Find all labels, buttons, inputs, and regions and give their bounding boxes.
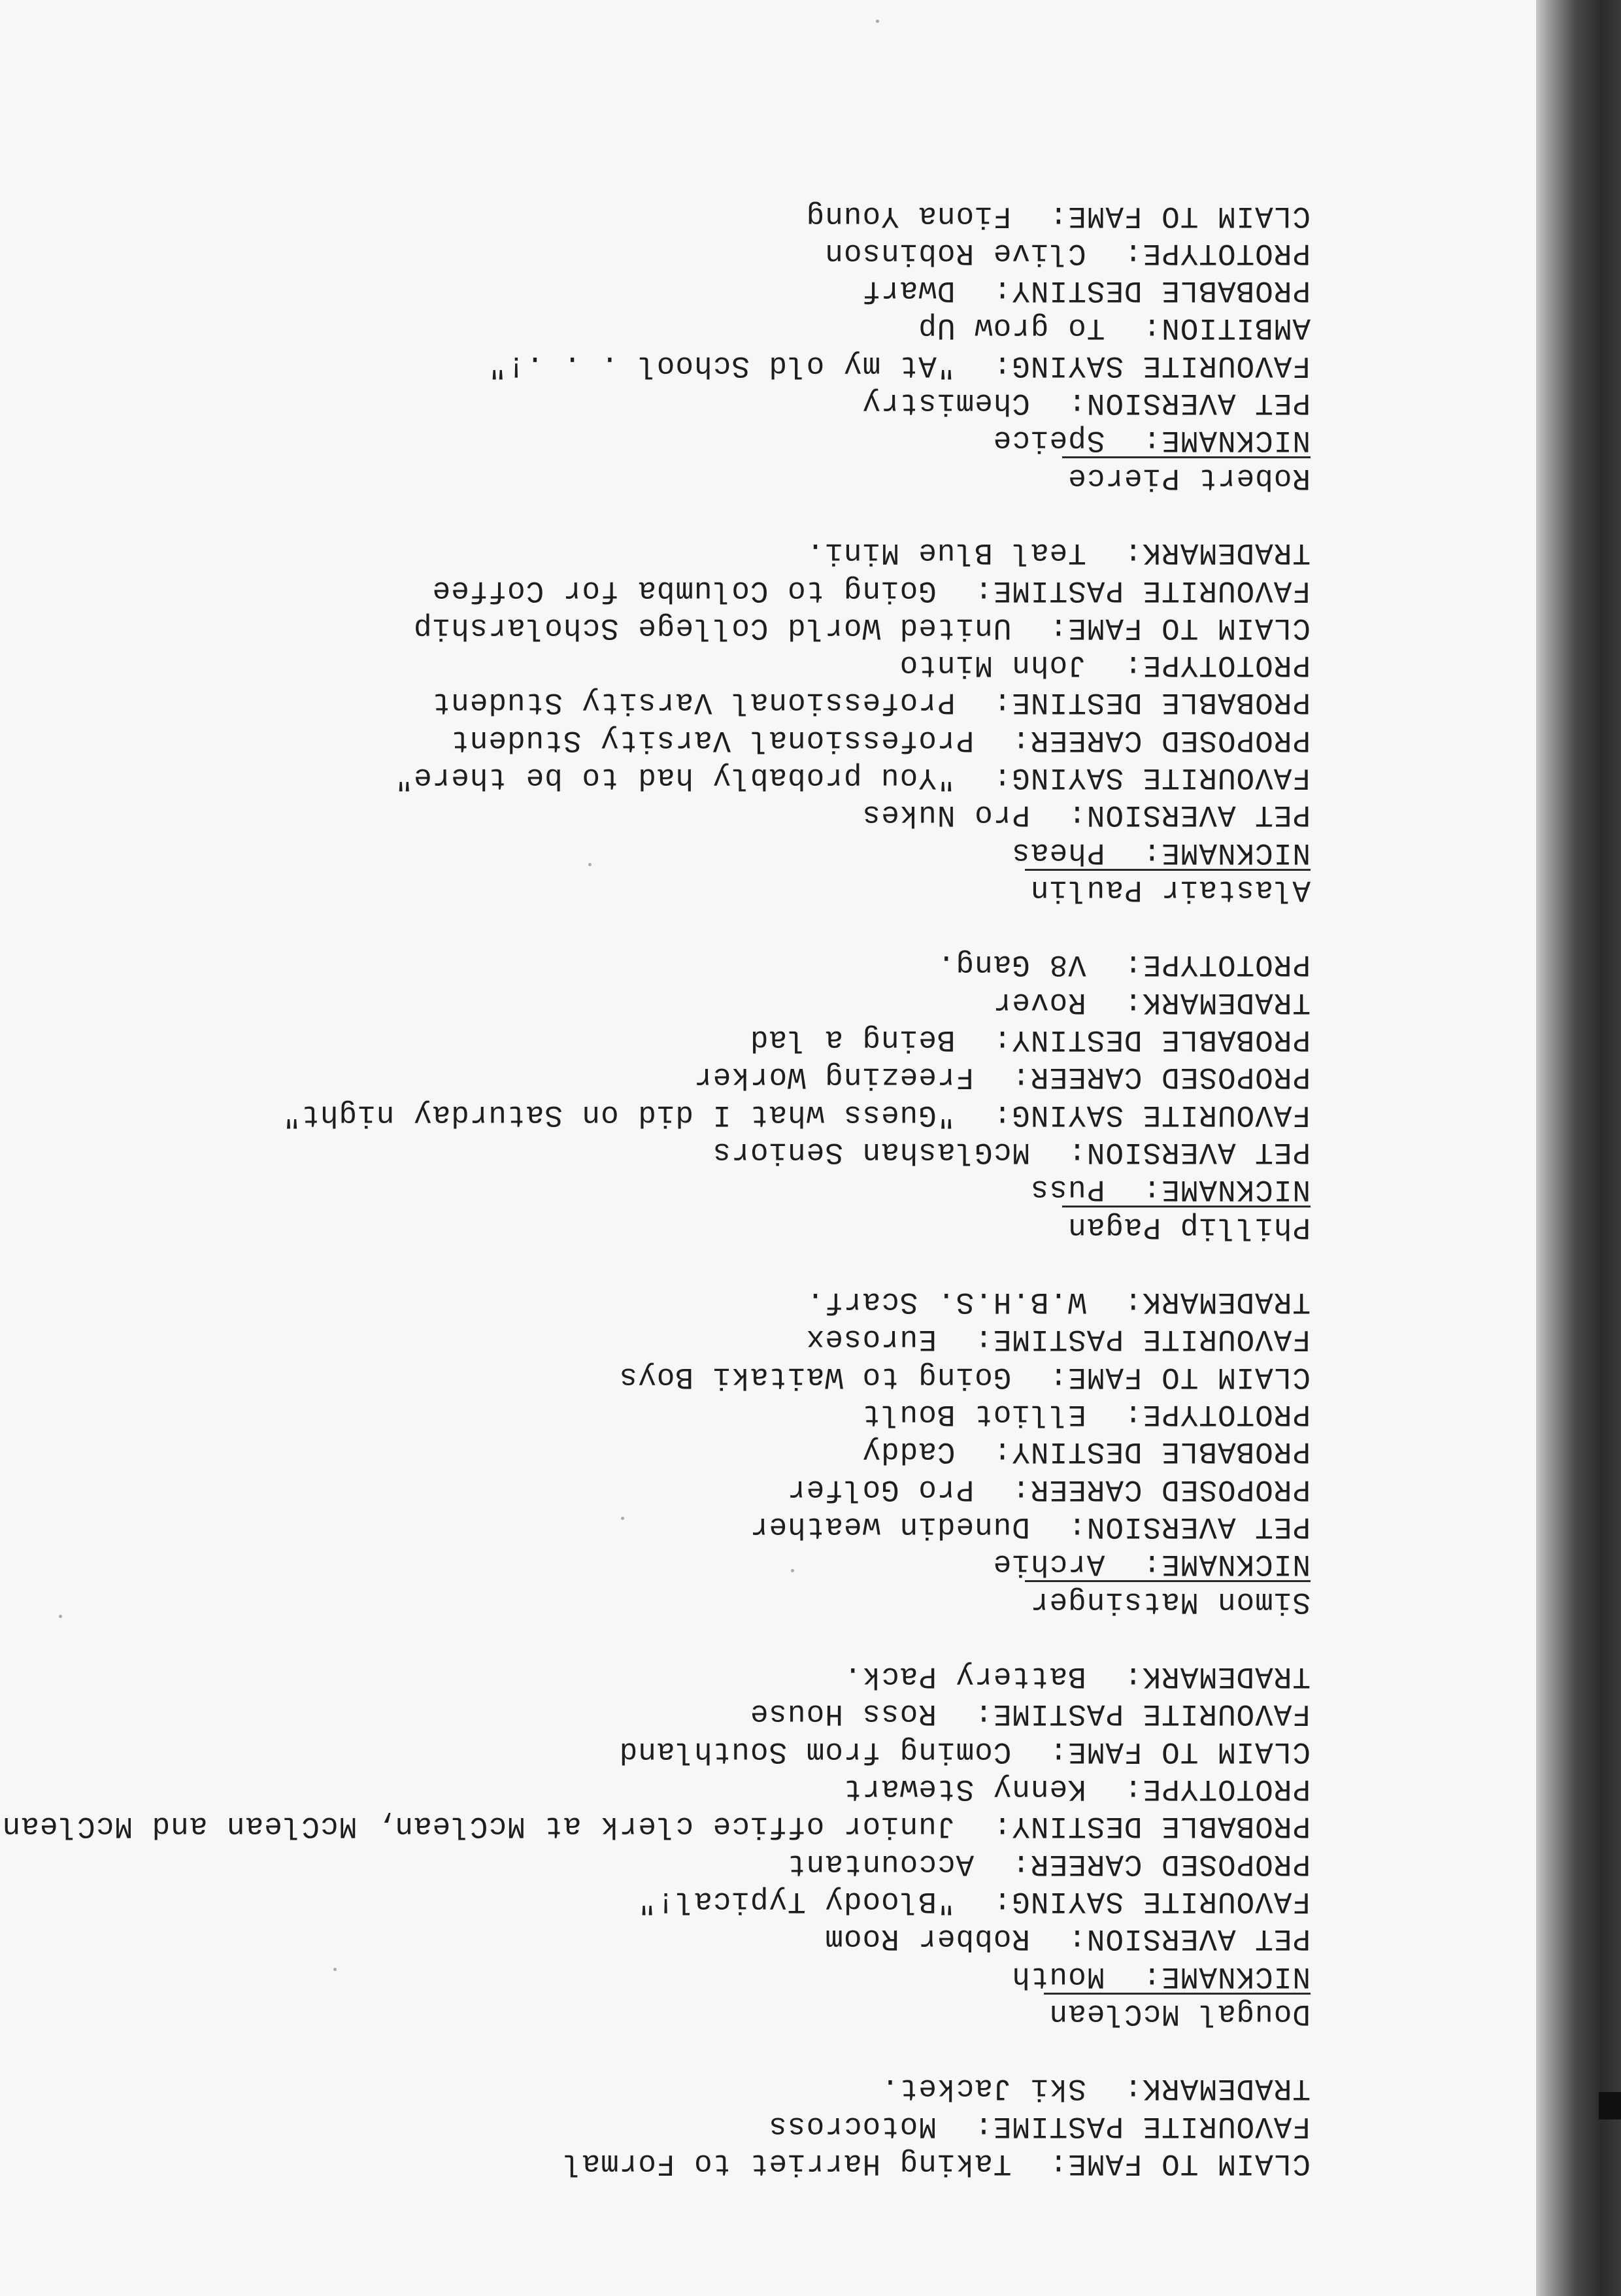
profile-heading: [95, 1995, 1311, 2032]
field-label: PROBABLE DESTINE:: [992, 685, 1311, 720]
field-value: Dwarf: [861, 273, 956, 308]
profile-heading: [95, 1207, 1311, 1245]
field-label: PET AVERSION:: [1067, 1921, 1311, 1956]
field-line: [95, 2106, 1311, 2144]
field-label: CLAIM TO FAME:: [1048, 2146, 1311, 2180]
field-line: [95, 533, 1311, 571]
field-line: [95, 1508, 1311, 1545]
field-line: [95, 1395, 1311, 1432]
field-value: Taking Harriet to Formal: [562, 2146, 1012, 2180]
field-value: To grow Up: [918, 311, 1105, 345]
field-label: PROBABLE DESTINY:: [992, 1809, 1311, 1844]
field-label: PET AVERSION:: [1067, 798, 1311, 832]
field-line: [95, 1058, 1311, 1095]
field-line: [95, 1545, 1311, 1582]
field-value: Accountant: [787, 1846, 975, 1881]
field-value: "You probably had to be there": [394, 760, 956, 795]
field-value: Pro Nukes: [861, 798, 1030, 832]
field-value: Fiona Young: [805, 198, 1012, 233]
field-line: [95, 571, 1311, 608]
field-label: PROPOSED CAREER:: [1011, 1472, 1311, 1506]
field-line: [95, 1320, 1311, 1357]
field-value: Robber Room: [824, 1921, 1030, 1956]
field-line: [95, 309, 1311, 346]
field-label: PROTOTYPE:: [1123, 1397, 1311, 1432]
field-value: Mouth: [1011, 1959, 1105, 1993]
field-label: TRADEMARK:: [1123, 535, 1311, 570]
field-label: FAVOURITE PASTIME:: [974, 1322, 1311, 1357]
field-value: "Guess what I did on Saturday night": [282, 1097, 956, 1132]
field-value: Archie: [992, 1547, 1105, 1581]
field-line: [95, 2069, 1311, 2106]
field-label: CLAIM TO FAME:: [1048, 1359, 1311, 1394]
field-label: FAVOURITE SAYING:: [992, 348, 1311, 382]
field-value: Ross House: [749, 1697, 937, 1731]
field-value: Coming from Southland: [618, 1734, 1012, 1768]
field-line: [95, 421, 1311, 458]
profile-heading: [95, 458, 1311, 496]
field-line: [95, 2144, 1311, 2182]
profile-name: Phillip Pagan: [1062, 1206, 1311, 1245]
field-line: [95, 384, 1311, 421]
field-label: FAVOURITE PASTIME:: [974, 1697, 1311, 1731]
field-line: [95, 609, 1311, 646]
scan-speck: [333, 1968, 337, 1971]
field-label: FAVOURITE SAYING:: [992, 1883, 1311, 1918]
field-label: CLAIM TO FAME:: [1048, 198, 1311, 233]
field-value: Professional Varsity Student: [431, 685, 956, 720]
field-value: Eurosex: [805, 1322, 937, 1357]
field-value: Freezing Worker: [694, 1060, 975, 1094]
field-label: FAVOURITE SAYING:: [992, 1097, 1311, 1132]
field-value: Elliot Boult: [861, 1397, 1086, 1432]
field-label: CLAIM TO FAME:: [1048, 610, 1311, 645]
field-value: Going to Waitaki Boys: [618, 1359, 1012, 1394]
field-line: [95, 796, 1311, 833]
field-value: Kenny Stewart: [843, 1772, 1086, 1806]
field-line: [95, 1957, 1311, 1994]
field-value: Ski Jacket.: [880, 2071, 1086, 2106]
field-line: [95, 1657, 1311, 1695]
field-line: [95, 346, 1311, 383]
field-line: [95, 1919, 1311, 1957]
scan-speck: [876, 20, 879, 23]
profile-name: Robert Pierce: [1062, 456, 1311, 496]
field-label: PROTOTYPE:: [1123, 1772, 1311, 1806]
field-label: NICKNAME:: [1142, 423, 1311, 458]
field-line: [95, 1170, 1311, 1207]
field-value: "Bloody Typical!": [637, 1883, 956, 1918]
field-value: Pro Golfer: [787, 1472, 975, 1506]
field-label: PROPOSED CAREER:: [1011, 722, 1311, 757]
field-line: [95, 1695, 1311, 1732]
field-label: PROPOSED CAREER:: [1011, 1846, 1311, 1881]
field-label: PROBABLE DESTINY:: [992, 1022, 1311, 1057]
profile-name: Alastair Paulin: [1025, 869, 1311, 908]
field-value: Being a lad: [749, 1022, 956, 1057]
field-line: [95, 945, 1311, 983]
field-label: PET AVERSION:: [1067, 1509, 1311, 1544]
field-value: W.B.H.S. Scarf.: [805, 1285, 1086, 1319]
field-value: Motocross: [768, 2108, 937, 2143]
field-label: PROTOTYPE:: [1123, 235, 1311, 270]
field-label: PROPOSED CAREER:: [1011, 1060, 1311, 1094]
field-value: Dunedin weather: [749, 1509, 1030, 1544]
field-line: [95, 1882, 1311, 1919]
field-line: [95, 758, 1311, 796]
profile-heading: [95, 871, 1311, 908]
field-line: [95, 1844, 1311, 1882]
field-line: [95, 1283, 1311, 1320]
field-label: CLAIM TO FAME:: [1048, 1734, 1311, 1768]
field-label: TRADEMARK:: [1123, 1285, 1311, 1319]
field-line: [95, 1021, 1311, 1058]
field-line: [95, 720, 1311, 758]
field-value: Junior office clerk at McClean, McClean and McClean: [1, 1809, 956, 1844]
field-line: [95, 833, 1311, 870]
field-value: Caddy: [861, 1434, 956, 1469]
field-label: FAVOURITE PASTIME:: [974, 2108, 1311, 2143]
scan-speck: [59, 1615, 62, 1618]
field-value: United World College Scholarship: [412, 610, 1012, 645]
field-line: [95, 1470, 1311, 1507]
scanner-edge-mark: [1599, 2092, 1621, 2119]
scanner-edge: [1536, 0, 1621, 2296]
field-label: TRADEMARK:: [1123, 1659, 1311, 1694]
scan-speck: [791, 1569, 794, 1572]
field-value: Rover: [992, 985, 1086, 1019]
profile-name: Dougal McClean: [1044, 1993, 1311, 2032]
profile-heading: [95, 1582, 1311, 1619]
field-label: TRADEMARK:: [1123, 2071, 1311, 2106]
field-label: TRADEMARK:: [1123, 985, 1311, 1019]
field-value: "At my old School . . .!": [488, 348, 956, 382]
field-label: FAVOURITE PASTIME:: [974, 573, 1311, 607]
field-line: [95, 271, 1311, 309]
field-label: PROTOTYPE:: [1123, 648, 1311, 683]
field-label: NICKNAME:: [1142, 1547, 1311, 1581]
field-label: FAVOURITE SAYING:: [992, 760, 1311, 795]
profile-name: Simon Matsinger: [1025, 1580, 1311, 1619]
field-value: McGlashan Seniors: [712, 1134, 1030, 1169]
field-value: Puss: [1029, 1172, 1105, 1207]
field-line: [95, 1095, 1311, 1132]
scan-speck: [588, 863, 592, 866]
field-value: Speice: [992, 423, 1105, 458]
field-label: NICKNAME:: [1142, 1959, 1311, 1993]
field-label: NICKNAME:: [1142, 1172, 1311, 1207]
field-label: PET AVERSION:: [1067, 386, 1311, 420]
field-line: [95, 1432, 1311, 1470]
field-value: Clive Robinson: [824, 235, 1086, 270]
field-line: [95, 646, 1311, 683]
field-line: [1, 1807, 1311, 1844]
field-line: [95, 234, 1311, 271]
field-label: PROBABLE DESTINY:: [992, 1434, 1311, 1469]
field-line: [95, 1770, 1311, 1807]
profile-text: [1, 196, 1311, 2182]
field-value: V8 Gang.: [936, 947, 1086, 982]
field-value: Teal Blue Mini.: [805, 535, 1086, 570]
field-value: Chemistry: [861, 386, 1030, 420]
field-line: [95, 196, 1311, 233]
field-label: PROTOTYPE:: [1123, 947, 1311, 982]
field-label: AMBITION:: [1142, 311, 1311, 345]
field-label: NICKNAME:: [1142, 835, 1311, 869]
field-value: Pheas: [1011, 835, 1105, 869]
field-line: [95, 983, 1311, 1021]
field-line: [95, 683, 1311, 720]
field-value: Going to Columba for Coffee: [431, 573, 937, 607]
field-value: Professional Varsity Student: [450, 722, 975, 757]
field-value: John Minto: [899, 648, 1086, 683]
scan-speck: [621, 1517, 624, 1520]
field-line: [95, 1732, 1311, 1769]
field-line: [95, 1357, 1311, 1394]
field-value: Battery Pack.: [843, 1659, 1086, 1694]
field-label: PROBABLE DESTINY:: [992, 273, 1311, 308]
field-label: PET AVERSION:: [1067, 1134, 1311, 1169]
field-line: [95, 1133, 1311, 1170]
